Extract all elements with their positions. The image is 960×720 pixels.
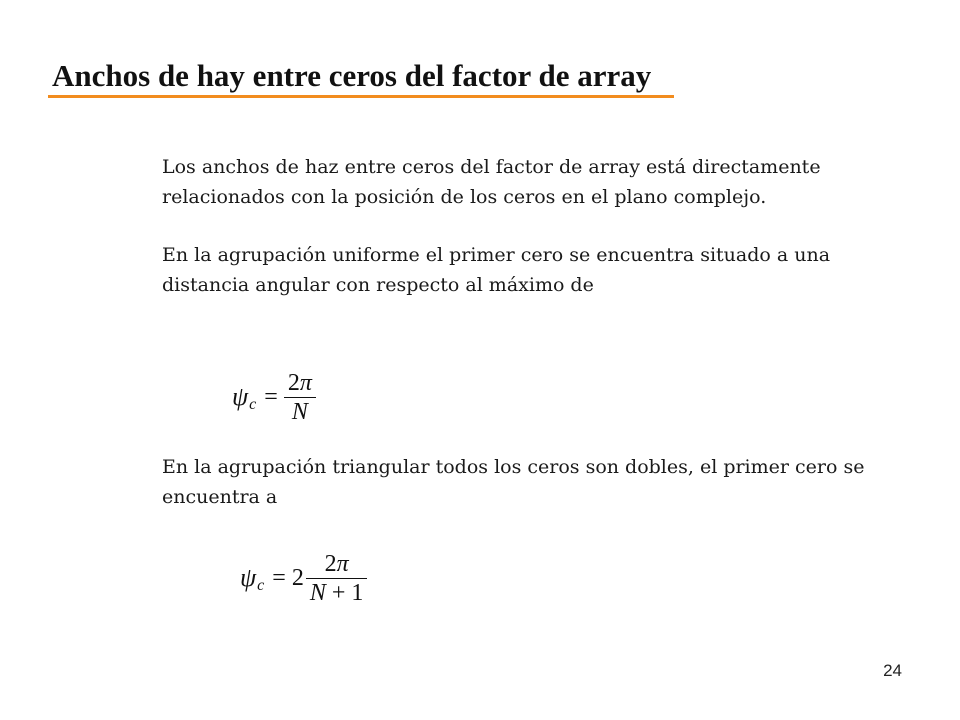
- denominator-var: N: [309, 579, 326, 606]
- numerator: [284, 369, 316, 397]
- denominator-rest: + 1: [325, 579, 364, 606]
- title-underline: [48, 95, 674, 98]
- numerator-coef: 2: [287, 369, 300, 396]
- numerator-coef: 2: [324, 550, 337, 577]
- paragraph-zeros-relation: Los anchos de haz entre ceros del factor de array está directamente relacionados con la posición de los ceros en el plano complejo.: [162, 156, 821, 208]
- fraction: [306, 550, 368, 607]
- coefficient: 2: [291, 564, 304, 591]
- equals-sign: =: [264, 383, 278, 410]
- fraction: [284, 369, 316, 426]
- slide-title: Anchos de hay entre ceros del factor de array: [52, 58, 652, 93]
- equals-sign: =: [272, 564, 286, 591]
- denominator: N: [291, 398, 308, 425]
- subscript-c: c: [257, 577, 265, 594]
- psi-symbol: ψ: [240, 563, 257, 592]
- equation-uniform-first-zero: [232, 362, 316, 432]
- paragraph-uniform-array: En la agrupación uniforme el primer cero se encuentra situado a una distancia angular con respecto al máximo de: [162, 244, 831, 296]
- subscript-c: c: [249, 396, 257, 413]
- denominator: [306, 579, 368, 607]
- equation-triangular-first-zero: [240, 543, 367, 613]
- numerator: [321, 550, 353, 578]
- paragraph-triangular-array: En la agrupación triangular todos los ceros son dobles, el primer cero se encuentra a: [162, 456, 865, 508]
- psi-symbol: ψ: [232, 382, 249, 411]
- pi-symbol: π: [299, 369, 312, 396]
- pi-symbol: π: [336, 550, 349, 577]
- page-number: 24: [883, 661, 902, 680]
